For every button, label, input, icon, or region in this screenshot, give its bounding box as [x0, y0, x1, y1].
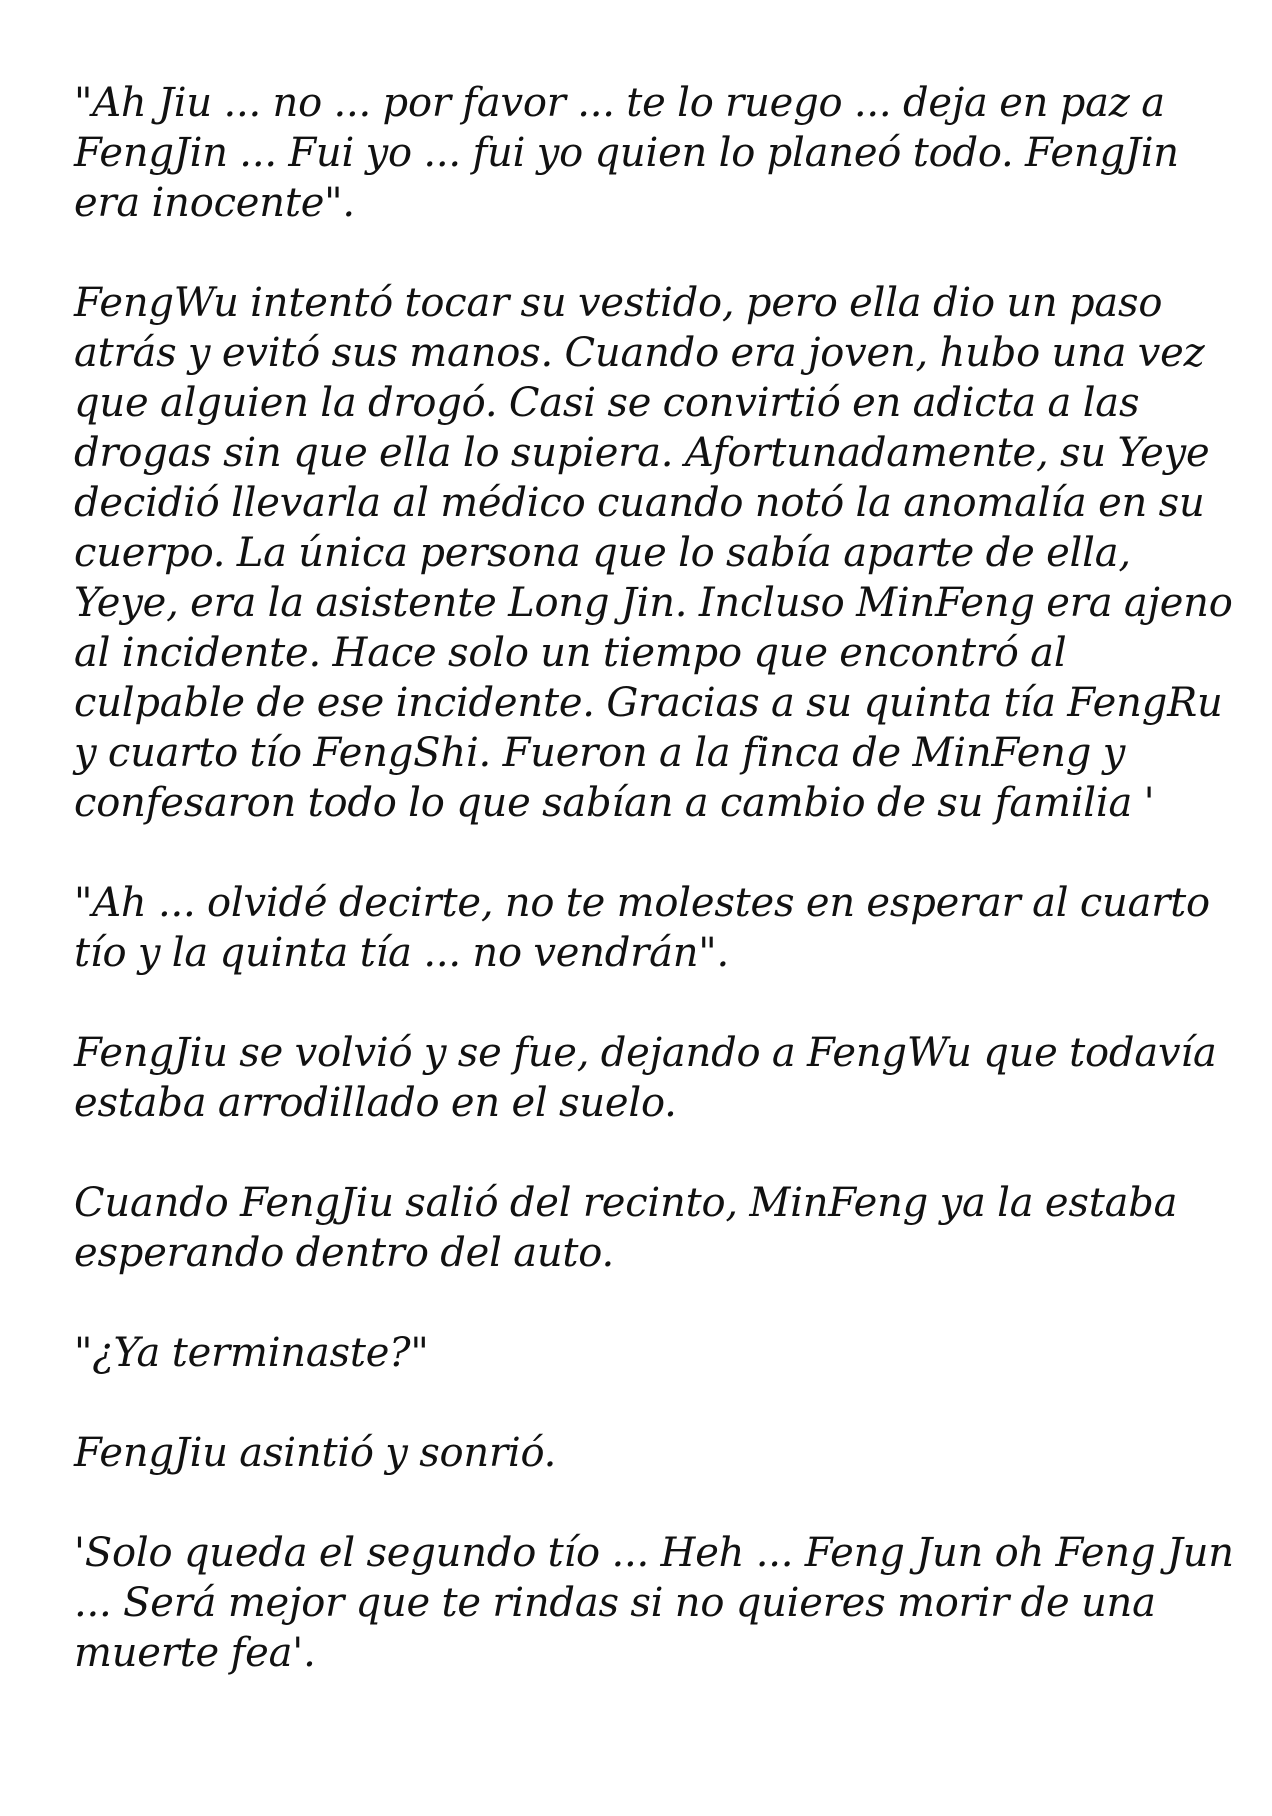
paragraph-4: FengJiu se volvió y se fue, dejando a FengWu que todavía estaba arrodillado en el suelo.: [74, 1030, 1217, 1126]
paragraph-5: Cuando FengJiu salió del recinto, MinFeng ya la estaba esperando dentro del auto.: [74, 1180, 1178, 1276]
paragraph-3: "Ah ... olvidé decirte, no te molestes en esperar al cuarto tío y la quinta tía ... no vendrán".: [74, 880, 1210, 976]
paragraph-2: FengWu intentó tocar su vestido, pero ella dio un paso atrás y evitó sus manos. Cuando era joven, hubo una vez que alguien la drogó. Casi se convirtió en adicta a las drogas sin que ella lo supiera. Afortunadamente, su Yeye decidió llevarla al médico cuando notó la anomalía en su cuerpo. La única persona que lo sabía aparte de ella, Yeye, era la asistente Long Jin. Incluso MinFeng era ajeno al incidente. Hace solo un tiempo que encontró al culpable de ese incidente. Gracias a su quinta tía FengRu y cuarto tío FengShi. Fueron a la finca de MinFeng y confesaron todo lo que sabían a cambio de su familia ': [74, 280, 1233, 826]
paragraph-8: 'Solo queda el segundo tío ... Heh ... Feng Jun oh Feng Jun ... Será mejor que te rindas si no quieres morir de una muerte fea'.: [74, 1530, 1234, 1676]
document-page: [74, 78, 1234, 1678]
paragraph-7: FengJiu asintió y sonrió.: [74, 1430, 557, 1476]
paragraph-6: "¿Ya terminaste?": [74, 1330, 429, 1376]
paragraph-1: "Ah Jiu ... no ... por favor ... te lo ruego ... deja en paz a FengJin ... Fui yo ... fui yo quien lo planeó todo. FengJin era inocente".: [74, 80, 1179, 226]
